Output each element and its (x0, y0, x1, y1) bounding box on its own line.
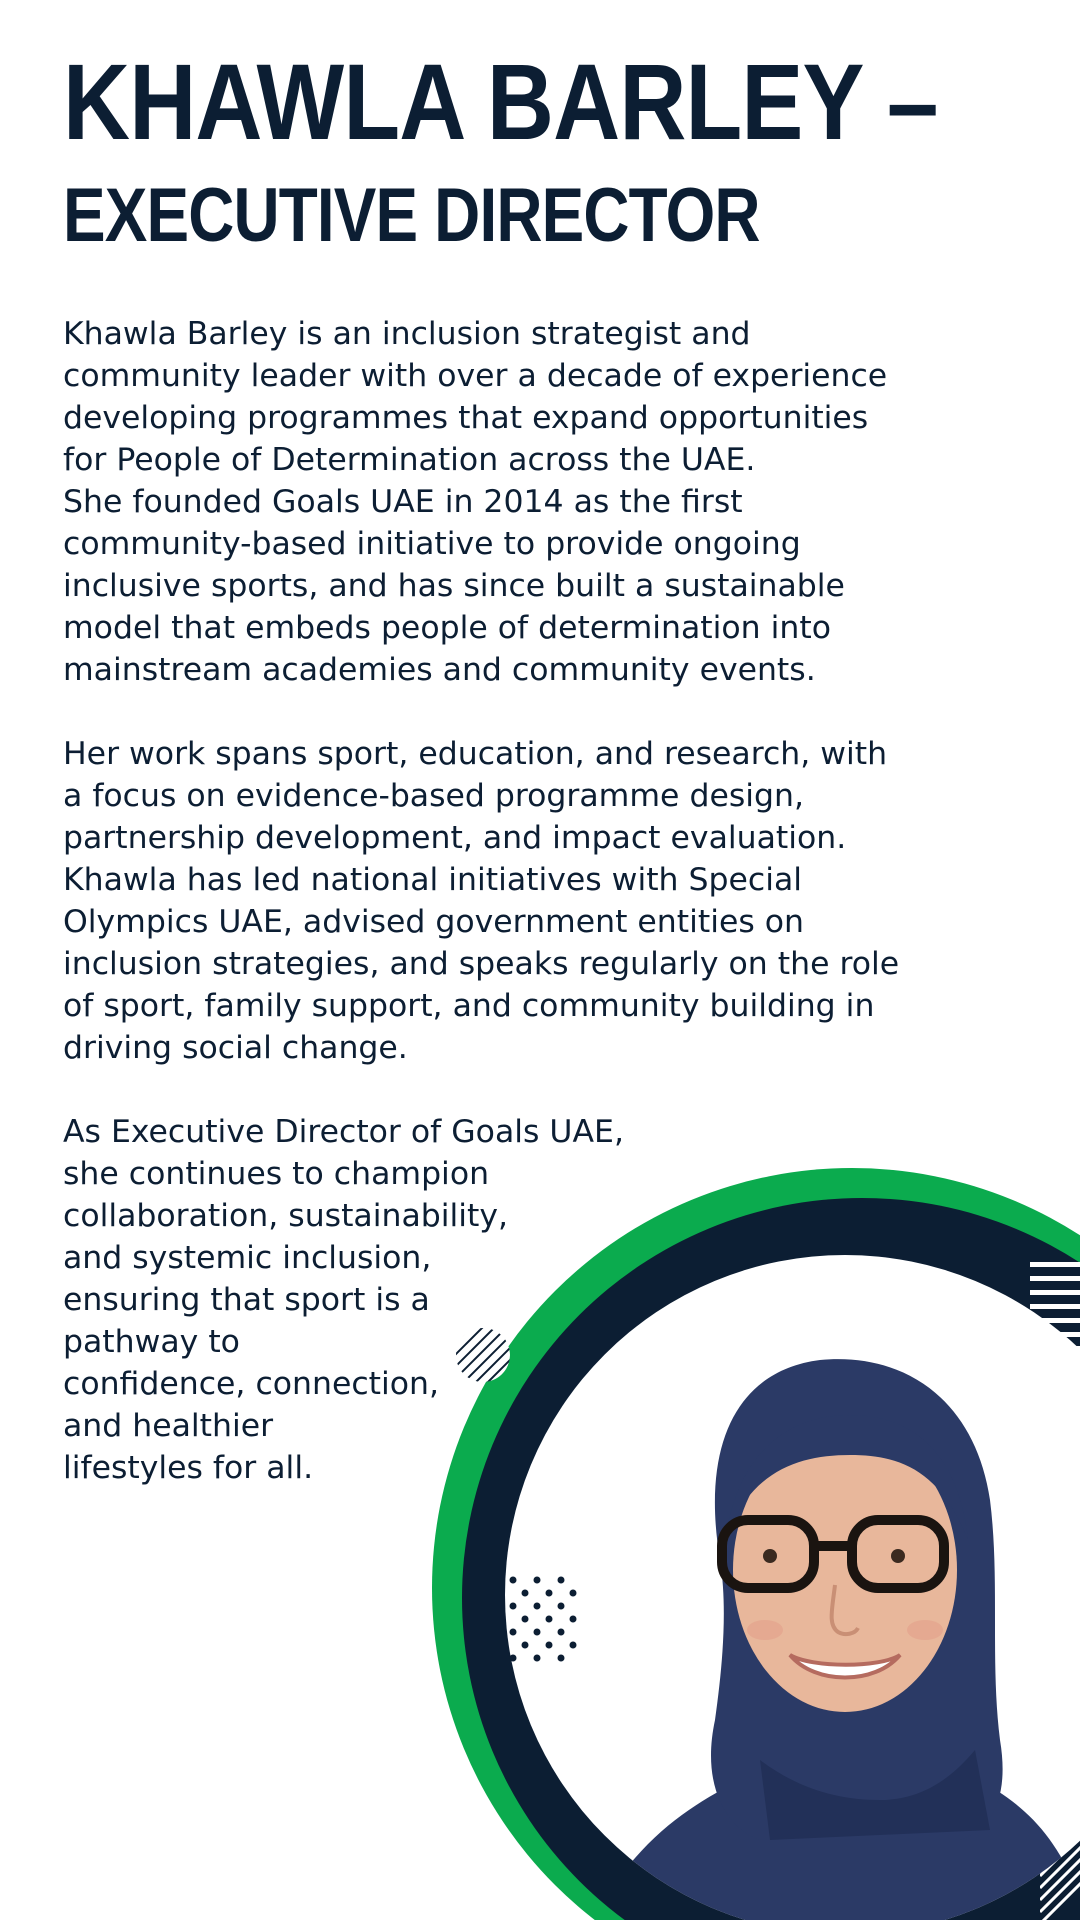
bio-paragraph-1: Khawla Barley is an inclusion strategist and community leader with over a decade of experience developing programmes that expand opportunities for People of Determination across the UAE. She founded Goals UAE in 2014 as the first community-based initiative to provide ongoing inclusive sports, and has since built a sustainable model that embeds people of determination into mainstream academies and community events. (63, 316, 888, 688)
bio-paragraph-3: As Executive Director of Goals UAE, she continues to champion collaboration, sustainability, and systemic inclusion, ensuring that sport is a pathway to confidence, connection, and healthier lifestyles for all. (63, 1114, 624, 1486)
bio-text (63, 313, 963, 1531)
title-name: KHAWLA BARLEY – (63, 41, 938, 162)
title-role: EXECUTIVE DIRECTOR (63, 173, 760, 258)
bio-paragraph-2: Her work spans sport, education, and research, with a focus on evidence-based programme design, partnership development, and impact evaluation. Khawla has led national initiatives with Special Olympics UAE, advised government entities on inclusion strategies, and speaks regularly on the role of sport, family support, and community building in driving social change. (63, 736, 900, 1066)
